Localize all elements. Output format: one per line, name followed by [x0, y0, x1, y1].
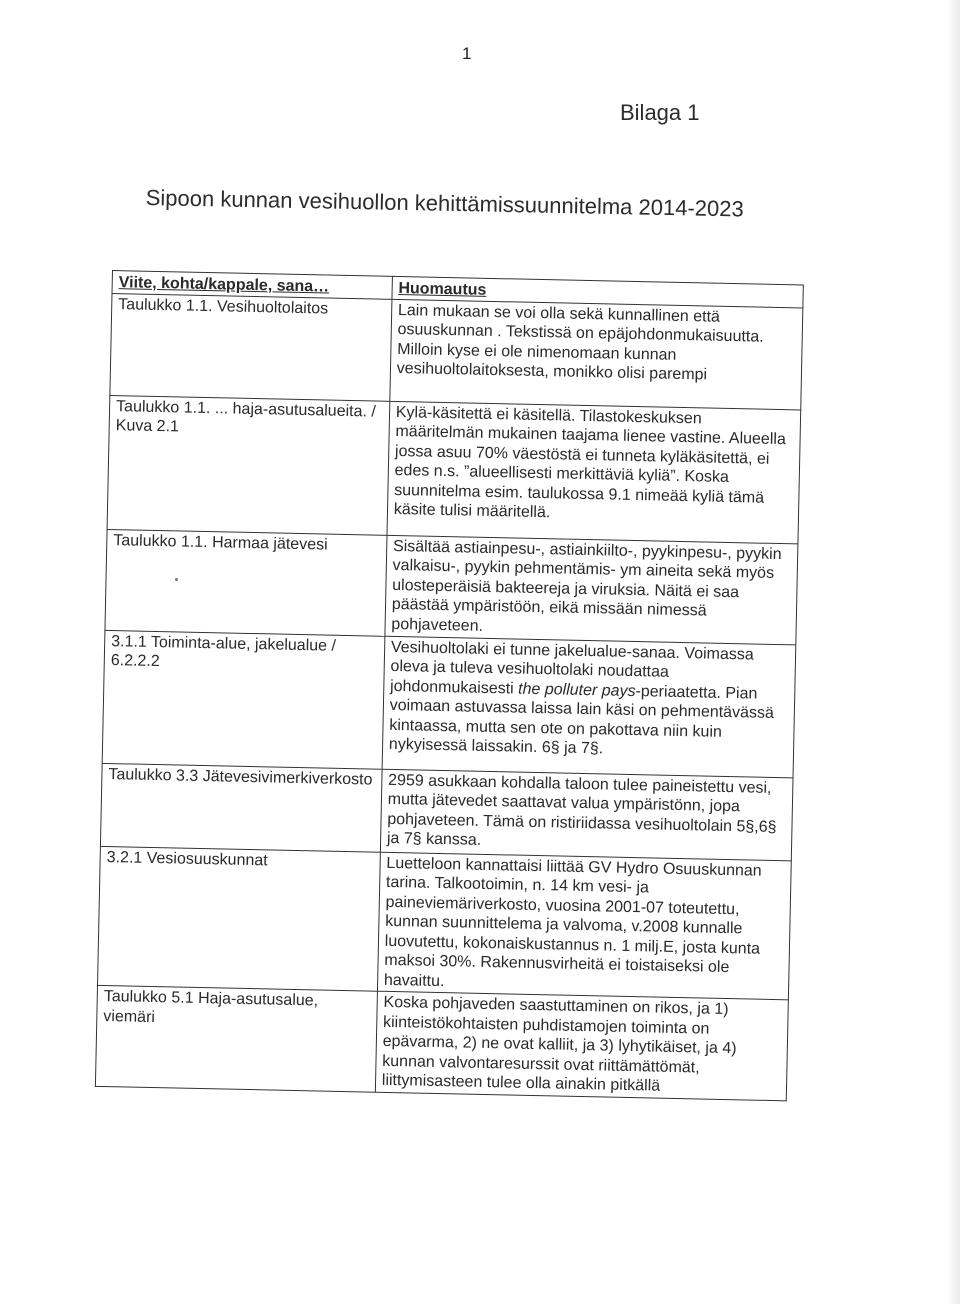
- appendix-label: Bilaga 1: [620, 100, 700, 125]
- row-reference: Taulukko 1.1. Vesihuoltolaitos: [110, 293, 392, 401]
- table-row: [95, 985, 788, 1100]
- scan-page-edge: [946, 0, 960, 1304]
- row-note: Kylä-käsitettä ei käsitellä. Tilastokeskuksen määritelmän mukainen taajama lienee vastine. Alueella jossa asuu 70% väestöstä ei tunneta kyläkäsitettä, ei edes n.s. ”alueellisesti merkittäviä kyliä”. Koska suunnitelma esim. taulukossa 9.1 nimeää kyliä tämä käsite tulisi määritellä.: [387, 401, 801, 544]
- table-row: [105, 529, 798, 644]
- row-note: Luetteloon kannattaisi liittää GV Hydro Osuuskunnan tarina. Talkootoimin, n. 14 km vesi- ja paineviemäriverkosto, vuosina 2001-07 toteutettu, kunnan suunnittelema ja valvoma, v.2008 kunnalle luovutettu, kokonaiskustannus n. 1 milj.E, josta kunta maksoi 30%. Rakennusvirheitä ei toistaiseksi ole havaittu.: [377, 852, 791, 1000]
- row-reference: Taulukko 3.3 Jätevesivimerkiverkosto: [100, 763, 381, 852]
- document-title: Sipoon kunnan vesihuollon kehittämissuunnitelma 2014-2023: [145, 185, 744, 222]
- row-note-italic: the polluter pays: [517, 680, 636, 700]
- comments-table: [95, 270, 804, 1101]
- table-row: [110, 293, 803, 409]
- table-row: [107, 395, 801, 543]
- row-reference: Taulukko 1.1. ... haja-asutusalueita. / Kuva 2.1: [107, 395, 390, 535]
- row-note: 2959 asukkaan kohdalla taloon tulee paineistettu vesi, mutta jätevedet saattavat valua ympäristönn, jopa pohjaveteen. Tämä on ristiriidassa vesihuoltolain 5§,6§ ja 7§ kanssa.: [380, 769, 793, 861]
- row-note: [382, 636, 796, 778]
- row-reference: Taulukko 5.1 Haja-asutusalue, viemäri: [95, 985, 377, 1092]
- page-number: 1: [462, 44, 472, 63]
- row-note: Koska pohjaveden saastuttaminen on rikos, ja 1) kiinteistökohtaisten puhdistamojen toiminta on epävarma, 2) ne ovat kalliit, ja 3) lyhytikäiset, ja 4) kunnan valvontaresurssit ovat riittämättömät, liittymisasteen tulee olla ainakin pitkällä: [375, 991, 788, 1101]
- table-row: [98, 846, 792, 1000]
- table-row: [102, 630, 796, 777]
- row-note: Lain mukaan se voi olla sekä kunnallinen että osuuskunnan . Tekstissä on epäjohdonmukaisuutta. Milloin kyse ei ole nimenomaan kunnan vesihuoltolaitoksesta, monikko olisi parempi: [390, 299, 803, 410]
- row-note-text: Vesihuoltolaki ei tunne jakelualue-sanaa. Voimassa oleva ja tuleva vesihuoltolaki noudattaa johdonmukaisesti: [389, 638, 754, 698]
- row-reference: 3.2.1 Vesiosuuskunnat: [98, 846, 381, 991]
- row-note: Sisältää astiainpesu-, astiainkiilto-, pyykinpesu-, pyykin valkaisu-, pyykin pehmentämis- ym aineita sekä myös ulosteperäisiä bakteereja ja viruksia. Näitä ei saa päästää ympäristöön, eikä missään nimessä pohjaveteen.: [385, 535, 798, 645]
- row-reference: Taulukko 1.1. Harmaa jätevesi: [105, 529, 387, 636]
- row-reference: 3.1.1 Toiminta-alue, jakelualue / 6.2.2.2: [102, 630, 384, 769]
- header-note: Huomautus: [392, 276, 804, 307]
- table-row: [100, 763, 793, 860]
- row-note-text: -periaatetta. Pian voimaan astuvassa laissa lain käsi on pehmentävässä kintaassa, mutta sen ote on pakottava niin kuin nykyisessä laissakin. 6§ ja 7§.: [388, 682, 775, 758]
- header-reference: Viite, kohta/kappale, sana…: [112, 271, 392, 299]
